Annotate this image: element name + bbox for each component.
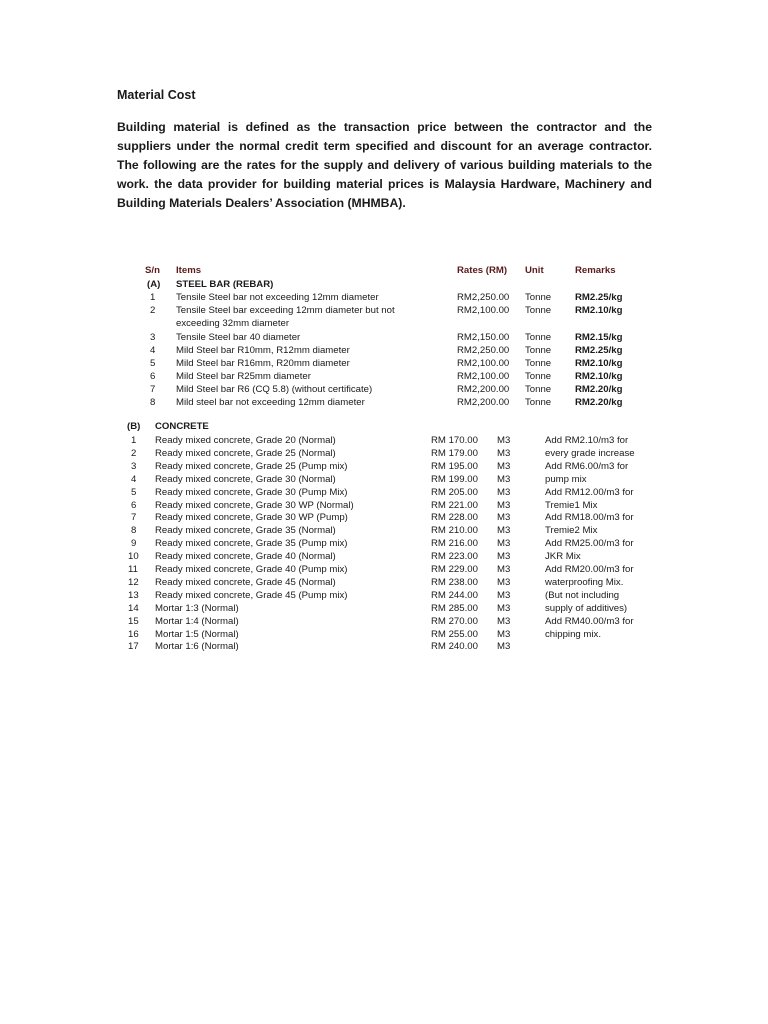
row-rate: RM2,250.00 (457, 292, 510, 303)
row-remark: Add RM12.00/m3 for (545, 486, 634, 498)
header-rates: Rates (RM) (457, 265, 508, 276)
row-item: Ready mixed concrete, Grade 45 (Pump mix) (155, 589, 348, 601)
row-item: Tensile Steel bar exceeding 12mm diameter but not (176, 305, 395, 316)
row-sn: 17 (128, 641, 139, 653)
row-rate: RM 195.00 (431, 460, 478, 472)
row-unit: Tonne (525, 292, 552, 303)
row-rate: RM2,100.00 (457, 371, 510, 382)
row-sn: 15 (128, 615, 139, 627)
row-sn: 13 (128, 589, 139, 601)
row-remark: Add RM2.10/m3 for (545, 435, 629, 446)
row-remark: supply of additives) (545, 602, 628, 614)
row-unit: Tonne (525, 384, 552, 395)
row-unit: M3 (497, 641, 511, 653)
row-item: Ready mixed concrete, Grade 25 (Normal) (155, 447, 336, 459)
row-item: Mortar 1:4 (Normal) (155, 615, 239, 627)
row-remark: (But not including (545, 589, 620, 601)
row-unit: Tonne (525, 305, 552, 316)
row-rate: RM 221.00 (431, 499, 478, 511)
row-unit: M3 (497, 486, 511, 498)
row-remark: RM2.25/kg (575, 292, 623, 303)
row-remark: Tremie1 Mix (545, 499, 598, 511)
row-item: Mortar 1:3 (Normal) (155, 602, 239, 614)
row-unit: Tonne (525, 371, 552, 382)
row-item: Ready mixed concrete, Grade 30 WP (Normal) (155, 499, 354, 511)
row-item: Ready mixed concrete, Grade 30 (Normal) (155, 473, 336, 485)
row-rate: RM 199.00 (431, 473, 478, 485)
row-sn: 16 (128, 628, 139, 640)
row-remark: Add RM40.00/m3 for (545, 615, 634, 627)
row-sn: 4 (150, 345, 156, 356)
row-remark: RM2.15/kg (575, 332, 623, 343)
row-unit: M3 (497, 628, 511, 640)
intro-paragraph: Building material is defined as the transaction price between the contractor and the suppliers under the normal credit term specified and discount for an average contractor. The following are the rates for the supply and delivery of various building materials to the work. the data provider for building material prices is Malaysia Hardware, Machinery and Building Materials Dealers’ Association (MHMBA). (117, 120, 652, 210)
row-item: Mild Steel bar R6 (CQ 5.8) (without certificate) (176, 384, 373, 395)
row-item: Ready mixed concrete, Grade 25 (Pump mix) (155, 460, 348, 472)
row-item: Ready mixed concrete, Grade 20 (Normal) (155, 435, 336, 446)
row-unit: M3 (497, 473, 511, 485)
row-rate: RM2,100.00 (457, 305, 510, 316)
row-unit: Tonne (525, 397, 552, 408)
row-remark: JKR Mix (545, 551, 581, 563)
row-sn: 7 (131, 512, 137, 524)
row-item: Mortar 1:6 (Normal) (155, 641, 239, 653)
row-item: Ready mixed concrete, Grade 30 WP (Pump) (155, 512, 348, 524)
row-unit: M3 (497, 564, 511, 575)
row-sn: 6 (131, 499, 137, 511)
row-sn: 2 (131, 447, 137, 459)
section-title: CONCRETE (155, 421, 209, 432)
row-item: Mild Steel bar R10mm, R12mm diameter (176, 345, 350, 356)
row-unit: M3 (497, 499, 511, 511)
row-sn: 2 (150, 305, 156, 316)
row-sn: 11 (128, 564, 138, 575)
row-remark: chipping mix. (545, 628, 601, 640)
row-item: Ready mixed concrete, Grade 35 (Normal) (155, 525, 336, 537)
row-remark: Add RM20.00/m3 for (545, 564, 634, 575)
row-remark: RM2.20/kg (575, 397, 623, 408)
row-unit: M3 (497, 602, 511, 614)
row-sn: 7 (150, 384, 156, 395)
row-unit: M3 (497, 551, 511, 563)
row-unit: M3 (497, 538, 511, 550)
row-item: Mild steel bar not exceeding 12mm diameter (176, 397, 365, 408)
row-sn: 6 (150, 371, 156, 382)
row-item: Ready mixed concrete, Grade 45 (Normal) (155, 576, 336, 588)
row-sn: 3 (150, 332, 156, 343)
header-remarks: Remarks (575, 265, 616, 276)
row-unit: M3 (497, 615, 511, 627)
row-unit: M3 (497, 589, 511, 601)
row-remark: RM2.20/kg (575, 384, 623, 395)
row-rate: RM 244.00 (431, 589, 478, 601)
section-heading: Material Cost (117, 88, 196, 102)
row-item: Mild Steel bar R16mm, R20mm diameter (176, 358, 350, 369)
row-remark: RM2.25/kg (575, 345, 623, 356)
row-rate: RM2,150.00 (457, 332, 510, 343)
row-rate: RM 238.00 (431, 576, 478, 588)
row-rate: RM 255.00 (431, 628, 478, 640)
row-remark: Add RM18.00/m3 for (545, 512, 634, 524)
row-item-cont: exceeding 32mm diameter (176, 318, 290, 329)
row-sn: 8 (150, 397, 156, 408)
row-sn: 5 (150, 358, 156, 369)
row-remark: pump mix (545, 473, 587, 485)
row-rate: RM 223.00 (431, 551, 478, 563)
section-title: STEEL BAR (REBAR) (176, 279, 274, 290)
header-sn: S/n (145, 265, 160, 276)
row-remark: RM2.10/kg (575, 305, 623, 316)
row-sn: 3 (131, 460, 137, 472)
row-item: Ready mixed concrete, Grade 40 (Pump mix) (155, 564, 348, 575)
row-unit: M3 (497, 576, 511, 588)
row-rate: RM 216.00 (431, 538, 478, 550)
row-unit: M3 (497, 460, 511, 472)
row-rate: RM 205.00 (431, 486, 478, 498)
row-rate: RM 179.00 (431, 447, 478, 459)
row-sn: 10 (128, 551, 139, 563)
row-unit: Tonne (525, 358, 552, 369)
row-item: Tensile Steel bar not exceeding 12mm diameter (176, 292, 379, 303)
row-rate: RM 170.00 (431, 435, 478, 446)
row-rate: RM 210.00 (431, 525, 478, 537)
row-remark: Add RM25.00/m3 for (545, 538, 634, 550)
row-item: Mild Steel bar R25mm diameter (176, 371, 311, 382)
row-sn: 1 (131, 435, 137, 446)
section-code: (B) (127, 421, 141, 432)
row-remark: waterproofing Mix. (545, 576, 624, 588)
row-item: Ready mixed concrete, Grade 30 (Pump Mix) (155, 486, 348, 498)
row-rate: RM 240.00 (431, 641, 478, 653)
row-sn: 4 (131, 473, 137, 485)
row-rate: RM 229.00 (431, 564, 478, 575)
row-unit: Tonne (525, 332, 552, 343)
row-remark: RM2.10/kg (575, 371, 623, 382)
row-rate: RM 270.00 (431, 615, 478, 627)
row-item: Ready mixed concrete, Grade 35 (Pump mix) (155, 538, 348, 550)
header-unit: Unit (525, 265, 544, 276)
row-unit: M3 (497, 447, 511, 459)
row-rate: RM2,200.00 (457, 397, 510, 408)
row-unit: M3 (497, 435, 511, 446)
row-sn: 12 (128, 576, 139, 588)
row-sn: 5 (131, 486, 137, 498)
row-unit: M3 (497, 512, 511, 524)
row-sn: 8 (131, 525, 137, 537)
row-item: Tensile Steel bar 40 diameter (176, 332, 301, 343)
row-rate: RM 285.00 (431, 602, 478, 614)
row-remark: Tremie2 Mix (545, 525, 598, 537)
row-sn: 9 (131, 538, 137, 550)
row-item: Mortar 1:5 (Normal) (155, 628, 239, 640)
row-unit: Tonne (525, 345, 552, 356)
row-item: Ready mixed concrete, Grade 40 (Normal) (155, 551, 336, 563)
row-rate: RM2,250.00 (457, 345, 510, 356)
row-unit: M3 (497, 525, 511, 537)
row-remark: every grade increase (545, 447, 635, 459)
row-remark: RM2.10/kg (575, 358, 623, 369)
row-rate: RM2,100.00 (457, 358, 510, 369)
header-items: Items (176, 265, 202, 276)
row-remark: Add RM6.00/m3 for (545, 460, 629, 472)
section-code: (A) (147, 279, 161, 290)
row-sn: 14 (128, 602, 139, 614)
row-sn: 1 (150, 292, 156, 303)
row-rate: RM 228.00 (431, 512, 478, 524)
row-rate: RM2,200.00 (457, 384, 510, 395)
